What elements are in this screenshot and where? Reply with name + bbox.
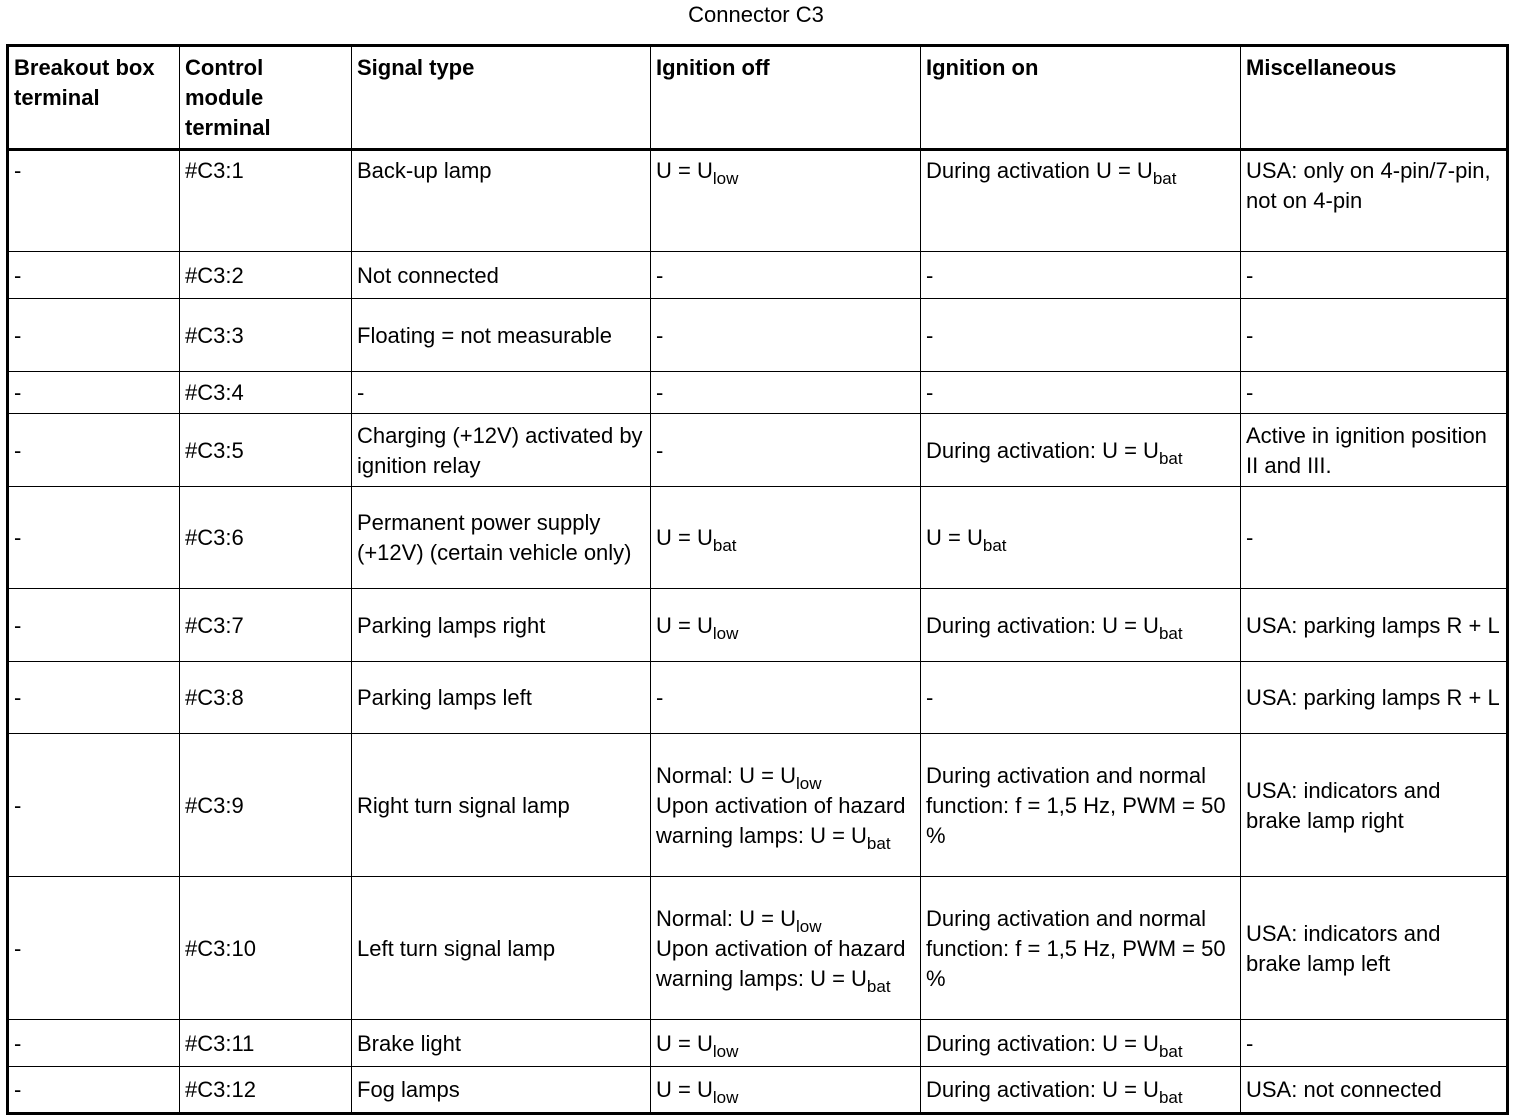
breakout-box-terminal-cell: - (8, 299, 180, 372)
ignition-on-subscript: bat (1158, 1088, 1183, 1107)
table-row (8, 1067, 1508, 1114)
ignition-on-cell (921, 1020, 1241, 1067)
table-row (8, 734, 1508, 877)
ignition-off-text: Normal: U = U (656, 905, 796, 931)
header-ignition-off: Ignition off (651, 46, 921, 150)
ignition-on-cell (921, 150, 1241, 252)
ignition-on-line (926, 156, 1235, 186)
control-module-terminal-cell: #C3:9 (180, 734, 352, 877)
breakout-box-terminal-cell: - (8, 662, 180, 734)
signal-type-cell: Charging (+12V) activated by ignition relay (352, 414, 651, 487)
table-row (8, 589, 1508, 662)
ignition-on-text: - (926, 380, 934, 405)
ignition-on-text: - (926, 322, 934, 348)
ignition-on-cell (921, 662, 1241, 734)
control-module-terminal-cell: #C3:12 (180, 1067, 352, 1114)
ignition-on-line (926, 1075, 1235, 1105)
miscellaneous-cell: USA: indicators and brake lamp left (1241, 877, 1508, 1020)
ignition-on-cell (921, 589, 1241, 662)
ignition-on-text: During activation: U = U (926, 1077, 1159, 1102)
ignition-off-cell (651, 662, 921, 734)
ignition-on-text: During activation: U = U (926, 612, 1159, 638)
table-body (8, 150, 1508, 1114)
ignition-off-line (656, 261, 915, 291)
breakout-box-terminal-cell: - (8, 372, 180, 414)
ignition-off-text: Upon activation of hazard warning lamps: U = U (656, 935, 906, 991)
control-module-terminal-cell: #C3:6 (180, 487, 352, 589)
ignition-off-text: - (656, 685, 664, 710)
ignition-on-line (926, 378, 1235, 408)
ignition-off-cell (651, 372, 921, 414)
ignition-off-text: U = U (656, 1077, 713, 1102)
miscellaneous-cell: - (1241, 487, 1508, 589)
ignition-on-line (926, 261, 1235, 291)
signal-type-cell: Right turn signal lamp (352, 734, 651, 877)
table-row (8, 372, 1508, 414)
miscellaneous-cell: USA: indicators and brake lamp right (1241, 734, 1508, 877)
ignition-off-subscript: low (795, 916, 822, 936)
ignition-on-text: During activation and normal function: f = 1,5 Hz, PWM = 50 % (926, 905, 1226, 991)
ignition-off-subscript: bat (712, 536, 737, 555)
ignition-off-text: Normal: U = U (656, 762, 796, 788)
ignition-off-text: U = U (656, 1030, 713, 1056)
table-row (8, 662, 1508, 734)
breakout-box-terminal-cell: - (8, 734, 180, 877)
breakout-box-terminal-cell: - (8, 252, 180, 299)
signal-type-cell: Not connected (352, 252, 651, 299)
table-row (8, 877, 1508, 1020)
ignition-off-line (656, 934, 915, 994)
signal-type-cell: Fog lamps (352, 1067, 651, 1114)
ignition-on-subscript: bat (982, 536, 1007, 555)
ignition-on-line (926, 321, 1235, 351)
table-row (8, 252, 1508, 299)
table-header (8, 46, 1508, 150)
miscellaneous-cell: USA: only on 4-pin/7-pin, not on 4-pin (1241, 150, 1508, 252)
header-row (8, 46, 1508, 150)
ignition-on-cell (921, 734, 1241, 877)
miscellaneous-cell: - (1241, 1020, 1508, 1067)
table-row (8, 487, 1508, 589)
miscellaneous-cell: - (1241, 372, 1508, 414)
ignition-off-line (656, 904, 915, 934)
ignition-on-cell (921, 372, 1241, 414)
ignition-on-cell (921, 252, 1241, 299)
signal-type-cell: Parking lamps right (352, 589, 651, 662)
ignition-on-cell (921, 299, 1241, 372)
ignition-off-cell (651, 414, 921, 487)
ignition-off-line (656, 761, 915, 791)
ignition-off-cell (651, 299, 921, 372)
ignition-on-line (926, 436, 1235, 466)
ignition-off-line (656, 611, 915, 641)
ignition-on-cell (921, 487, 1241, 589)
ignition-on-cell (921, 1067, 1241, 1114)
ignition-on-subscript: bat (1158, 1041, 1183, 1061)
ignition-off-cell (651, 252, 921, 299)
ignition-on-line (926, 683, 1235, 713)
header-signal-type: Signal type (352, 46, 651, 150)
ignition-off-subscript: low (712, 169, 739, 188)
header-ignition-on: Ignition on (921, 46, 1241, 150)
control-module-terminal-cell: #C3:11 (180, 1020, 352, 1067)
ignition-off-text: U = U (656, 525, 713, 550)
control-module-terminal-cell: #C3:8 (180, 662, 352, 734)
ignition-on-text: During activation and normal function: f = 1,5 Hz, PWM = 50 % (926, 762, 1226, 848)
control-module-terminal-cell: #C3:4 (180, 372, 352, 414)
control-module-terminal-cell: #C3:10 (180, 877, 352, 1020)
signal-type-cell: - (352, 372, 651, 414)
ignition-off-cell (651, 487, 921, 589)
header-control-module-terminal: Control module terminal (180, 46, 352, 150)
header-miscellaneous: Miscellaneous (1241, 46, 1508, 150)
ignition-on-text: During activation U = U (926, 158, 1153, 183)
ignition-on-line (926, 1029, 1235, 1059)
miscellaneous-cell: Active in ignition position II and III. (1241, 414, 1508, 487)
signal-type-cell: Left turn signal lamp (352, 877, 651, 1020)
miscellaneous-cell: USA: parking lamps R + L (1241, 662, 1508, 734)
breakout-box-terminal-cell: - (8, 1020, 180, 1067)
breakout-box-terminal-cell: - (8, 150, 180, 252)
control-module-terminal-cell: #C3:5 (180, 414, 352, 487)
table-row (8, 299, 1508, 372)
ignition-on-line (926, 523, 1235, 553)
ignition-off-line (656, 156, 915, 186)
control-module-terminal-cell: #C3:2 (180, 252, 352, 299)
ignition-off-line (656, 1075, 915, 1105)
miscellaneous-cell: USA: parking lamps R + L (1241, 589, 1508, 662)
ignition-off-subscript: bat (866, 833, 891, 853)
ignition-off-cell (651, 877, 921, 1020)
breakout-box-terminal-cell: - (8, 1067, 180, 1114)
ignition-off-text: - (656, 437, 664, 463)
signal-type-cell: Brake light (352, 1020, 651, 1067)
ignition-off-subscript: low (712, 623, 739, 643)
ignition-on-cell (921, 414, 1241, 487)
ignition-off-line (656, 436, 915, 466)
ignition-off-subscript: low (712, 1088, 739, 1107)
ignition-on-line (926, 761, 1235, 851)
ignition-on-text: U = U (926, 525, 983, 550)
ignition-off-cell (651, 150, 921, 252)
ignition-off-line (656, 1029, 915, 1059)
ignition-off-text: - (656, 262, 664, 288)
ignition-on-subscript: bat (1158, 448, 1183, 468)
signal-type-cell: Parking lamps left (352, 662, 651, 734)
breakout-box-terminal-cell: - (8, 589, 180, 662)
ignition-off-subscript: low (712, 1041, 739, 1061)
signal-type-cell: Permanent power supply (+12V) (certain vehicle only) (352, 487, 651, 589)
ignition-off-cell (651, 734, 921, 877)
ignition-off-text: - (656, 380, 664, 405)
ignition-off-text: Upon activation of hazard warning lamps: U = U (656, 792, 906, 848)
ignition-off-line (656, 683, 915, 713)
miscellaneous-cell: - (1241, 299, 1508, 372)
ignition-on-text: During activation: U = U (926, 437, 1159, 463)
breakout-box-terminal-cell: - (8, 414, 180, 487)
ignition-off-text: U = U (656, 158, 713, 183)
miscellaneous-cell: - (1241, 252, 1508, 299)
ignition-on-text: - (926, 262, 934, 288)
ignition-off-line (656, 321, 915, 351)
ignition-on-line (926, 611, 1235, 641)
ignition-off-line (656, 523, 915, 553)
control-module-terminal-cell: #C3:1 (180, 150, 352, 252)
table-row (8, 150, 1508, 252)
ignition-off-cell (651, 1020, 921, 1067)
ignition-on-subscript: bat (1158, 623, 1183, 643)
ignition-off-line (656, 791, 915, 851)
table-row (8, 414, 1508, 487)
ignition-on-subscript: bat (1152, 169, 1177, 188)
ignition-on-line (926, 904, 1235, 994)
control-module-terminal-cell: #C3:7 (180, 589, 352, 662)
signal-type-cell: Floating = not measurable (352, 299, 651, 372)
miscellaneous-cell: USA: not connected (1241, 1067, 1508, 1114)
table-row (8, 1020, 1508, 1067)
ignition-on-text: - (926, 685, 934, 710)
breakout-box-terminal-cell: - (8, 877, 180, 1020)
ignition-on-text: During activation: U = U (926, 1030, 1159, 1056)
connector-table (6, 44, 1509, 1115)
page-title: Connector C3 (688, 2, 824, 27)
ignition-off-cell (651, 589, 921, 662)
breakout-box-terminal-cell: - (8, 487, 180, 589)
ignition-off-subscript: bat (866, 976, 891, 996)
header-breakout-box-terminal: Breakout box terminal (8, 46, 180, 150)
ignition-off-text: U = U (656, 612, 713, 638)
ignition-off-subscript: low (795, 773, 822, 793)
ignition-off-text: - (656, 322, 664, 348)
ignition-on-cell (921, 877, 1241, 1020)
control-module-terminal-cell: #C3:3 (180, 299, 352, 372)
ignition-off-line (656, 378, 915, 408)
ignition-off-cell (651, 1067, 921, 1114)
signal-type-cell: Back-up lamp (352, 150, 651, 252)
